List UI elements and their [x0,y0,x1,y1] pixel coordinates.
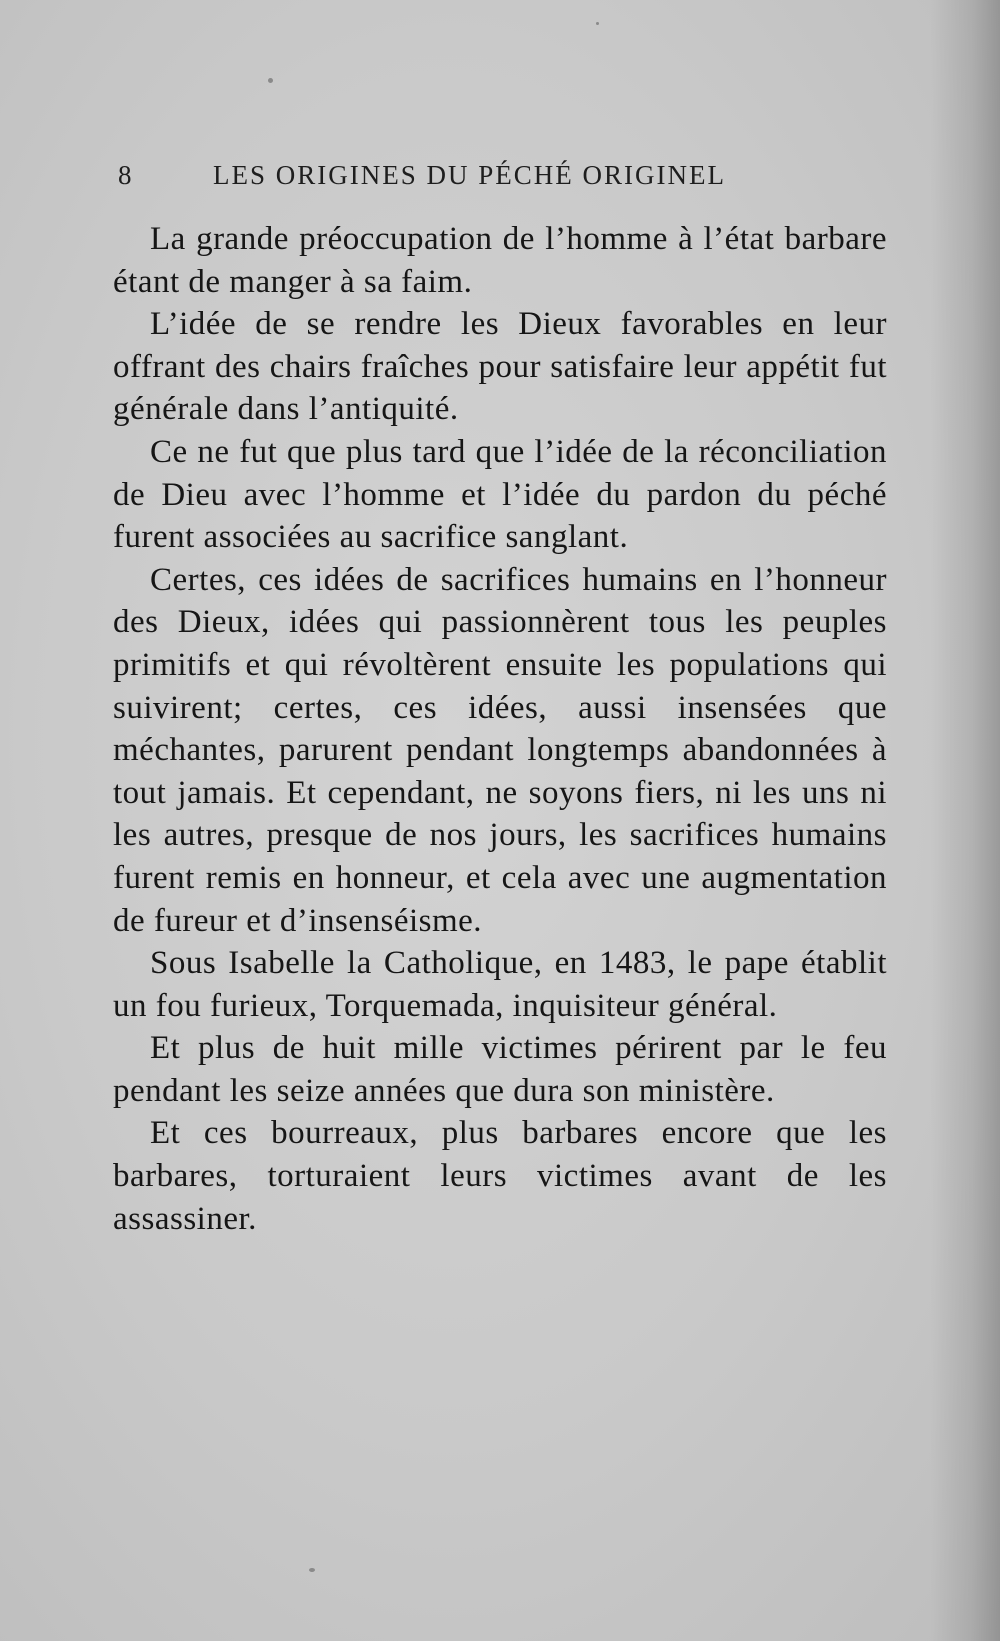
body-text [113,218,887,1240]
paragraph: Et ces bourreaux, plus barbares encore que les barbares, torturaient leurs victimes avant de les assassiner. [113,1115,887,1237]
running-header [118,160,798,191]
paragraph: Certes, ces idées de sacrifices humains en l’honneur des Dieux, idées qui passionnèrent tous les peuples primitifs et qui révoltèrent ensuite les populations qui suivirent; certes, ces idées, aussi insensées que méchantes, parurent pendant longtemps abandonnées à tout jamais. Et cependant, ne soyons fiers, ni les uns ni les autres, presque de nos jours, les sacrifices humains furent remis en honneur, et cela avec une augmentation de fureur et d’insenséisme. [113,561,887,939]
page-number: 8 [118,160,133,190]
page-edge-shadow [930,0,1000,1641]
paragraph: Et plus de huit mille victimes périrent par le feu pendant les seize années que dura son ministère. [113,1030,887,1109]
paragraph: L’idée de se rendre les Dieux favorables en leur offrant des chairs fraîches pour satisfaire leur appétit fut générale dans l’antiquité. [113,306,887,428]
running-title: LES ORIGINES DU PÉCHÉ ORIGINEL [213,160,726,190]
paper-speck [596,22,599,25]
paper-speck [268,78,273,83]
paragraph: Sous Isabelle la Catholique, en 1483, le pape établit un fou furieux, Torquemada, inquisiteur général. [113,945,887,1024]
paragraph: La grande préoccupation de l’homme à l’état barbare étant de manger à sa faim. [113,221,887,300]
paper-speck [309,1568,315,1572]
paragraph: Ce ne fut que plus tard que l’idée de la réconciliation de Dieu avec l’homme et l’idée du pardon du péché furent associées au sacrifice sanglant. [113,433,887,556]
